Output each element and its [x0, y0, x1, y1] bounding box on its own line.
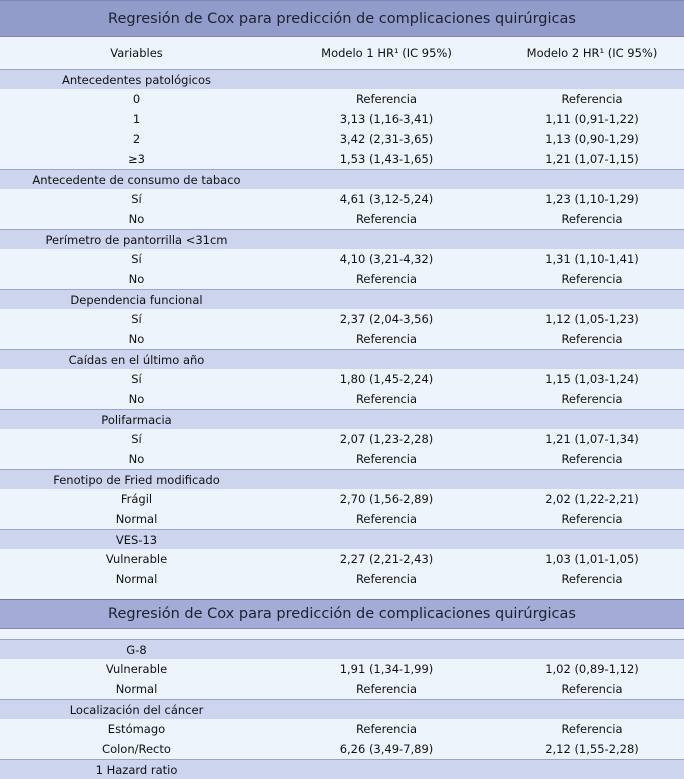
model-2-value: 1,21 (1,07-1,34)	[545, 432, 639, 446]
table-row	[0, 739, 684, 759]
row-label: 0	[132, 92, 141, 106]
section-header	[0, 529, 684, 549]
section-header	[0, 69, 684, 89]
row-label: Sí	[131, 432, 142, 446]
section-header	[0, 409, 684, 429]
model-2-value: 2,12 (1,55-2,28)	[545, 742, 639, 756]
model-1-value: 4,10 (3,21-4,32)	[339, 252, 434, 266]
table-row	[0, 309, 684, 329]
table-row	[0, 549, 684, 569]
row-label: ≥3	[128, 152, 145, 166]
row-label: Colon/Recto	[102, 742, 171, 756]
model-1-value: Referencia	[355, 272, 418, 286]
model-2-value: Referencia	[561, 272, 623, 286]
table-row	[0, 369, 684, 389]
row-label: Vulnerable	[105, 662, 168, 676]
model-1-value: Referencia	[355, 392, 418, 406]
model-2-value: Referencia	[561, 722, 623, 736]
row-label: Sí	[131, 372, 142, 386]
section-label: Fenotipo de Fried modificado	[53, 472, 220, 487]
table-body-part-1	[0, 69, 684, 589]
footnote-text: 1 Hazard ratio	[95, 762, 178, 777]
section-label: Antecedentes patológicos	[61, 72, 211, 87]
row-label: No	[128, 332, 145, 346]
table-row	[0, 209, 684, 229]
model-1-value: Referencia	[355, 722, 418, 736]
model-1-value: 1,91 (1,34-1,99)	[339, 662, 434, 676]
model-2-value: Referencia	[561, 682, 623, 696]
section-label: Polifarmacia	[101, 412, 172, 427]
row-label: 1	[132, 112, 141, 126]
page-break-gap	[0, 589, 684, 599]
section-header	[0, 699, 684, 719]
model-1-value: 2,27 (2,21-2,43)	[339, 552, 434, 566]
row-label: Normal	[115, 572, 158, 586]
table-row	[0, 569, 684, 589]
model-2-value: Referencia	[561, 452, 623, 466]
model-1-value: 1,80 (1,45-2,24)	[339, 372, 434, 386]
model-2-value: 1,15 (1,03-1,24)	[545, 372, 639, 386]
table-row	[0, 389, 684, 409]
header-variables: Variables	[110, 46, 163, 60]
header-model-2: Modelo 2 HR¹ (IC 95%)	[526, 46, 658, 60]
table-row	[0, 509, 684, 529]
model-2-value: 2,02 (1,22-2,21)	[545, 492, 639, 506]
row-label: Estómago	[107, 722, 166, 736]
section-label: G-8	[126, 642, 147, 657]
row-label: No	[128, 452, 145, 466]
section-label: Dependencia funcional	[70, 292, 203, 307]
model-2-value: 1,13 (0,90-1,29)	[545, 132, 639, 146]
table-row	[0, 429, 684, 449]
table-body-part-2	[0, 639, 684, 759]
model-2-value: Referencia	[561, 392, 623, 406]
table-row	[0, 89, 684, 109]
model-1-value: Referencia	[355, 452, 418, 466]
model-1-value: Referencia	[355, 572, 418, 586]
row-label: Vulnerable	[105, 552, 168, 566]
model-2-value: 1,02 (0,89-1,12)	[545, 662, 639, 676]
table-row	[0, 449, 684, 469]
section-header	[0, 639, 684, 659]
model-2-value: Referencia	[561, 332, 623, 346]
table-row	[0, 249, 684, 269]
model-1-value: 6,26 (3,49-7,89)	[339, 742, 434, 756]
model-1-value: Referencia	[355, 92, 418, 106]
section-label: Caídas en el último año	[68, 352, 205, 367]
section-label: Antecedente de consumo de tabaco	[32, 172, 241, 187]
model-1-value: 3,42 (2,31-3,65)	[339, 132, 434, 146]
model-1-value: 1,53 (1,43-1,65)	[339, 152, 434, 166]
section-header	[0, 349, 684, 369]
model-2-value: 1,21 (1,07-1,15)	[545, 152, 639, 166]
model-1-value: Referencia	[355, 212, 418, 226]
row-label: No	[128, 212, 145, 226]
table-row	[0, 109, 684, 129]
section-header	[0, 169, 684, 189]
table-row	[0, 679, 684, 699]
row-label: Normal	[115, 682, 158, 696]
section-label: VES-13	[115, 532, 158, 547]
model-2-value: Referencia	[561, 512, 623, 526]
section-header	[0, 289, 684, 309]
row-label: Frágil	[120, 492, 153, 506]
continued-gap	[0, 629, 684, 639]
model-1-value: 3,13 (1,16-3,41)	[339, 112, 434, 126]
row-label: Sí	[131, 312, 142, 326]
model-2-value: 1,12 (1,05-1,23)	[545, 312, 639, 326]
model-1-value: Referencia	[355, 332, 418, 346]
header-model-1: Modelo 1 HR¹ (IC 95%)	[321, 46, 452, 60]
model-1-value: Referencia	[355, 682, 418, 696]
section-label: Localización del cáncer	[69, 702, 204, 717]
section-label: Perímetro de pantorrilla <31cm	[45, 232, 228, 247]
table-row	[0, 149, 684, 169]
table-row	[0, 659, 684, 679]
table-row	[0, 269, 684, 289]
model-1-value: 2,70 (1,56-2,89)	[339, 492, 434, 506]
model-1-value: Referencia	[355, 512, 418, 526]
table-row	[0, 489, 684, 509]
model-1-value: 2,37 (2,04-3,56)	[339, 312, 434, 326]
model-1-value: 4,61 (3,12-5,24)	[339, 192, 434, 206]
row-label: No	[128, 272, 145, 286]
model-2-value: Referencia	[561, 212, 623, 226]
row-label: Sí	[131, 192, 142, 206]
model-1-value: 2,07 (1,23-2,28)	[339, 432, 434, 446]
section-header	[0, 469, 684, 489]
model-2-value: Referencia	[561, 572, 623, 586]
model-2-value: 1,11 (0,91-1,22)	[545, 112, 639, 126]
table-title-continued: Regresión de Cox para predicción de complicaciones quirúrgicas	[0, 599, 684, 629]
model-2-value: 1,23 (1,10-1,29)	[545, 192, 639, 206]
row-label: Normal	[115, 512, 158, 526]
model-2-value: Referencia	[561, 92, 623, 106]
row-label: 2	[132, 132, 141, 146]
section-header	[0, 229, 684, 249]
row-label: No	[128, 392, 145, 406]
model-2-value: 1,03 (1,01-1,05)	[545, 552, 639, 566]
table-header-row	[0, 37, 684, 69]
model-2-value: 1,31 (1,10-1,41)	[545, 252, 639, 266]
table-row	[0, 719, 684, 739]
row-label: Sí	[131, 252, 142, 266]
table-row	[0, 189, 684, 209]
table-row	[0, 129, 684, 149]
table-title: Regresión de Cox para predicción de complicaciones quirúrgicas	[0, 0, 684, 37]
table-row	[0, 329, 684, 349]
footnote	[0, 759, 684, 779]
